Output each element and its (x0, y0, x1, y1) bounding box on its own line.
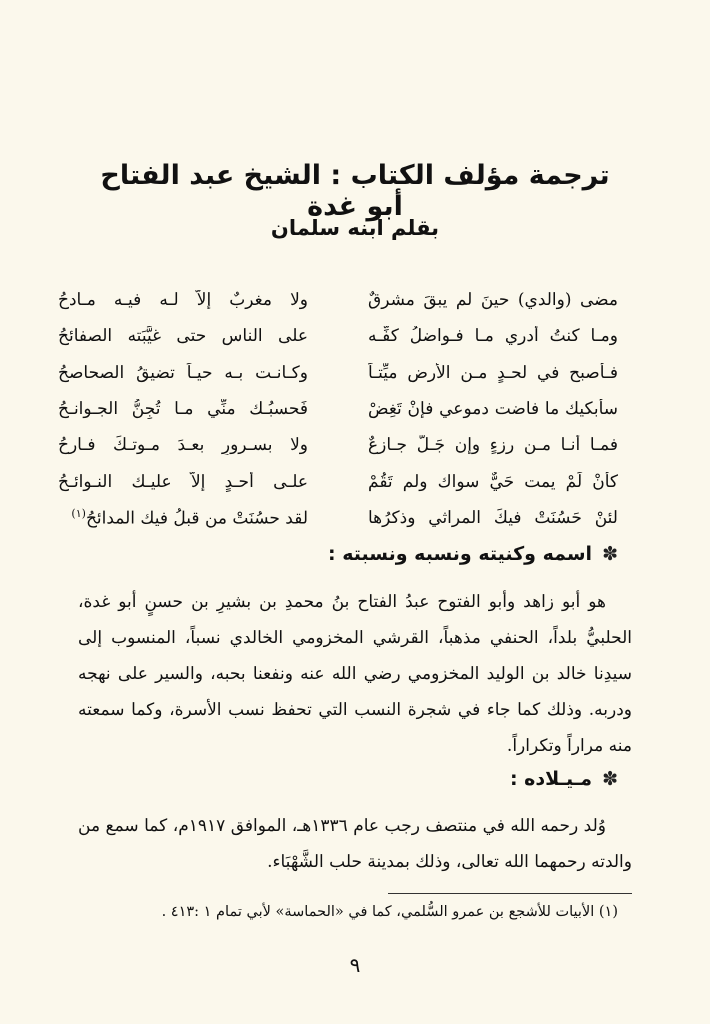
poem-verse (58, 318, 618, 354)
verse-second-hemistich: على الناس حتى غيَّبَته الصفائحُ (58, 326, 308, 347)
verse-second-hemistich: ولا مغربٌ إلاّ لـه فيـه مـادحُ (58, 290, 308, 311)
poem-verse (58, 282, 618, 318)
verse-second-hemistich (58, 507, 308, 529)
poem-verse (58, 355, 618, 391)
verse-second-hemistich: وكـانـت بـه حيـاً تضيقُ الصحاصحُ (58, 362, 308, 383)
section-paragraph-birth: وُلد رحمه الله في منتصف رجب عام ١٣٣٦هـ، الموافق ١٩١٧م، كما سمع من والدته رحمهما الله تعالى، وذلك بمدينة حلب الشَّهْبَاء. (78, 816, 632, 872)
asterisk-icon: ✽ (602, 543, 618, 565)
verse-first-hemistich: فـأصبح في لحـدٍ مـن الأرض ميِّتـاً (368, 362, 618, 383)
verse-first-hemistich: كأنْ لَمْ يمت حَيٌّ سواك ولم تَقُمْ (368, 471, 618, 492)
verse-text: لقد حسُنَتْ من قبلُ فيك المدائحُ (85, 508, 308, 529)
verse-first-hemistich: فمـا أنـا مـن رزءٍ وإن جَـلَّ جـازعٌ (368, 435, 618, 456)
footnote-marker: (١) (71, 507, 86, 521)
footnote-divider (388, 893, 632, 894)
verse-first-hemistich: سأبكيك ما فاضت دموعي فإنْ تَغِضْ (368, 399, 618, 420)
verse-second-hemistich: فَحسبُـك منِّي مـا تُجِنُّ الجـوانـحُ (58, 399, 308, 420)
poem (58, 282, 618, 536)
asterisk-icon: ✽ (602, 768, 618, 790)
verse-first-hemistich: لئنْ حَسُنَتْ فيكَ المراثي وذكرُها (368, 507, 618, 528)
verse-first-hemistich: ومـا كنتُ أدري مـا فـواضلُ كفِّـه (368, 326, 618, 347)
section-paragraph-name: هو أبو زاهد وأبو الفتوح عبدُ الفتاح بنُ محمدِ بن بشيرِ بن حسنٍ أبو غدة، الحلبيُّ بلداً، الحنفي مذهباً، القرشي المخزومي الخالدي نسباً، المنسوب إلى سيدِنا خالد بن الوليد المخزومي رضي الله عنه ونفعنا بحبه، والسير على نهجه ودربه. وذلك كما جاء في شجرة النسب التي تحفظ نسب الأسرة، وكما سمعته منه مراراً وتكراراً. (78, 592, 632, 756)
section-heading-name (328, 543, 618, 565)
section-heading-text: اسمه وكنيته ونسبه ونسبته : (328, 543, 593, 565)
verse-second-hemistich: علـى أحـدٍ إلاَّ عليـك النـوائـحُ (58, 471, 308, 492)
verse-second-hemistich: ولا بسـرورٍ بعـدَ مـوتـكَ فـارحُ (58, 435, 308, 456)
poem-verse (58, 500, 618, 536)
verse-first-hemistich: مضى (والدي) حينَ لم يبقَ مشرقٌ (368, 290, 618, 311)
page-number: ٩ (349, 953, 361, 977)
poem-verse (58, 391, 618, 427)
section-heading-birth (510, 768, 618, 790)
poem-verse (58, 463, 618, 499)
page-subtitle: بقلم ابنه سلمان (270, 216, 440, 240)
section-heading-text: مـيـلاده : (509, 768, 593, 790)
poem-verse (58, 427, 618, 463)
footnote: (١) الأبيات للأشجع بن عمرو السُّلمي، كما في «الحماسة» لأبي تمام ١ :٤١٣ . (161, 904, 618, 920)
page-title: ترجمة مؤلف الكتاب : الشيخ عبد الفتاح أبو غدة (100, 160, 610, 222)
